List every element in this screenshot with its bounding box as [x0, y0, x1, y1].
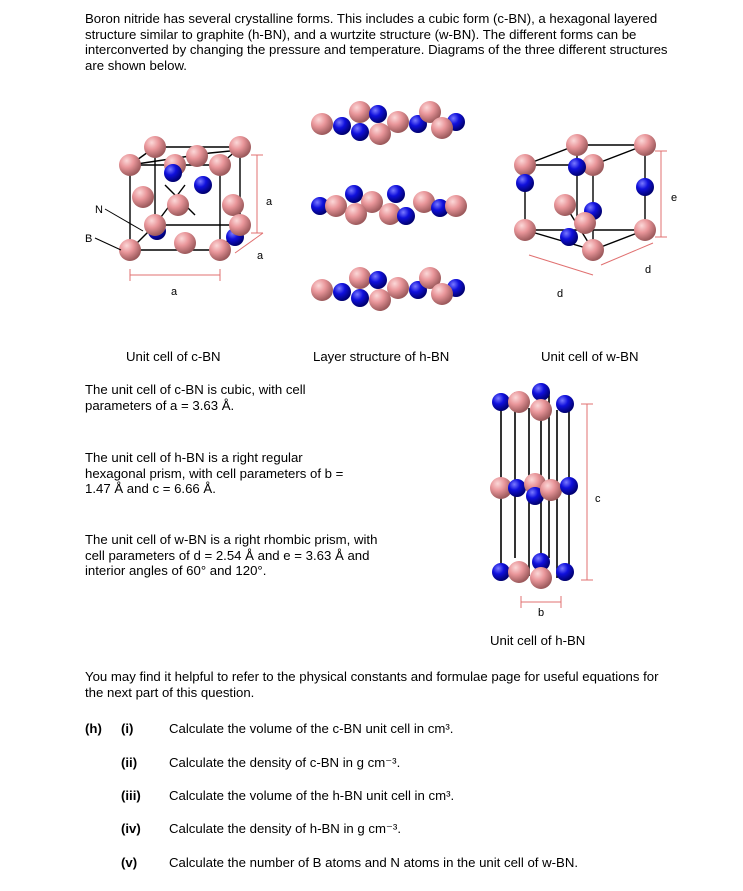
boron-atom: [144, 214, 166, 236]
wbn-label-d-bottom: d: [557, 288, 564, 300]
cbn-caption: Unit cell of c-BN: [126, 349, 221, 364]
cbn-label-n: N: [95, 204, 103, 216]
question-text: Calculate the volume of the c-BN unit cell in cm³.: [169, 721, 454, 736]
hbn-label-c: c: [595, 493, 601, 505]
boron-atom: [119, 239, 141, 261]
boron-atom: [345, 203, 367, 225]
boron-atom: [119, 154, 141, 176]
hbn-description: The unit cell of h-BN is a right regular hexagonal prism, with cell parameters of b = 1.47 Å and c = 6.66 Å.: [85, 450, 344, 497]
hbn-cell-atoms: [490, 383, 578, 589]
boron-atom: [530, 399, 552, 421]
cbn-description: The unit cell of c-BN is cubic, with cell parameters of a = 3.63 Å.: [85, 382, 306, 413]
question-text: Calculate the number of B atoms and N atoms in the unit cell of w-BN.: [169, 855, 579, 870]
boron-atom: [325, 195, 347, 217]
part-label: (h): [85, 721, 102, 736]
question-text: Calculate the volume of the h-BN unit cell in cm³.: [169, 788, 455, 803]
nitrogen-atom: [516, 174, 534, 192]
nitrogen-atom: [351, 289, 369, 307]
nitrogen-atom: [397, 207, 415, 225]
cbn-label-b: B: [85, 233, 93, 245]
boron-atom: [530, 567, 552, 589]
boron-atom: [387, 111, 409, 133]
boron-atom: [369, 289, 391, 311]
hbn-layer-caption: Layer structure of h-BN: [313, 349, 450, 364]
hbn-layer-middle: [311, 185, 467, 225]
boron-atom: [144, 136, 166, 158]
boron-atom: [209, 154, 231, 176]
hbn-cell-caption: Unit cell of h-BN: [490, 633, 586, 648]
nitrogen-atom: [508, 479, 526, 497]
boron-atom: [349, 267, 371, 289]
boron-atom: [174, 232, 196, 254]
wbn-atoms: [514, 134, 656, 261]
nitrogen-atom: [164, 164, 182, 182]
nitrogen-atom: [636, 178, 654, 196]
boron-atom: [167, 194, 189, 216]
wbn-caption: Unit cell of w-BN: [541, 349, 639, 364]
boron-atom: [514, 219, 536, 241]
nitrogen-atom: [369, 105, 387, 123]
question-number: (ii): [121, 755, 138, 770]
boron-atom: [229, 214, 251, 236]
hbn-layer-top: [311, 101, 465, 145]
boron-atom: [445, 195, 467, 217]
question-text: Calculate the density of c-BN in g cm⁻³.: [169, 755, 401, 770]
nitrogen-atom: [560, 228, 578, 246]
hbn-layer-diagram: [300, 98, 470, 328]
nitrogen-atom: [387, 185, 405, 203]
question-number: (i): [121, 721, 134, 736]
nitrogen-atom: [333, 283, 351, 301]
nitrogen-atom: [568, 158, 586, 176]
hbn-label-b: b: [538, 607, 545, 619]
boron-atom: [387, 277, 409, 299]
boron-atom: [222, 194, 244, 216]
question-text: Calculate the density of h-BN in g cm⁻³.: [169, 821, 401, 836]
nitrogen-atom: [333, 117, 351, 135]
nitrogen-atom: [194, 176, 212, 194]
prompt-paragraph: You may find it helpful to refer to the physical constants and formulae page for useful equations for the next part of this question.: [85, 669, 659, 700]
nitrogen-atom: [556, 563, 574, 581]
boron-atom: [349, 101, 371, 123]
nitrogen-atom: [560, 477, 578, 495]
boron-atom: [508, 561, 530, 583]
hbn-layer-bottom: [311, 267, 465, 311]
boron-atom: [508, 391, 530, 413]
wbn-description: The unit cell of w-BN is a right rhombic prism, with cell parameters of d = 2.54 Å and e = 3.63 Å and interior angles of 60° and 120°.: [85, 532, 378, 579]
boron-atom: [582, 239, 604, 261]
nitrogen-atom: [556, 395, 574, 413]
boron-atom: [566, 134, 588, 156]
boron-atom: [540, 479, 562, 501]
nitrogen-atom: [345, 185, 363, 203]
question-number: (iv): [121, 821, 141, 836]
boron-atom: [431, 117, 453, 139]
boron-atom: [311, 279, 333, 301]
nitrogen-atom: [532, 383, 550, 401]
boron-atom: [554, 194, 576, 216]
intro-paragraph: Boron nitride has several crystalline forms. This includes a cubic form (c-BN), a hexagonal layered structure similar to graphite (h-BN), and a wurtzite structure (w-BN). The different forms can be interconverted by changing the pressure and temperature. Diagrams of the three different structures are shown below.: [85, 11, 668, 73]
nitrogen-atom: [369, 271, 387, 289]
wbn-label-d-right: d: [645, 264, 652, 276]
boron-atom: [229, 136, 251, 158]
cbn-label-a-depth: a: [257, 250, 264, 262]
nitrogen-atom: [492, 563, 510, 581]
hbn-unit-cell-diagram: [485, 380, 615, 620]
boron-atom: [514, 154, 536, 176]
boron-atom: [369, 123, 391, 145]
boron-atom: [132, 186, 154, 208]
boron-atom: [209, 239, 231, 261]
wbn-unit-cell-diagram: [505, 125, 695, 305]
boron-atom: [431, 283, 453, 305]
cbn-label-a-right: a: [266, 196, 273, 208]
boron-atom: [634, 134, 656, 156]
boron-atom: [574, 212, 596, 234]
boron-atom: [634, 219, 656, 241]
nitrogen-atom: [351, 123, 369, 141]
wbn-label-e: e: [671, 192, 678, 204]
question-number: (v): [121, 855, 138, 870]
boron-atom: [311, 113, 333, 135]
question-number: (iii): [121, 788, 141, 803]
cbn-label-a-bottom: a: [171, 286, 178, 298]
cbn-unit-cell-diagram: [85, 125, 285, 305]
nitrogen-atom: [492, 393, 510, 411]
boron-atom: [186, 145, 208, 167]
